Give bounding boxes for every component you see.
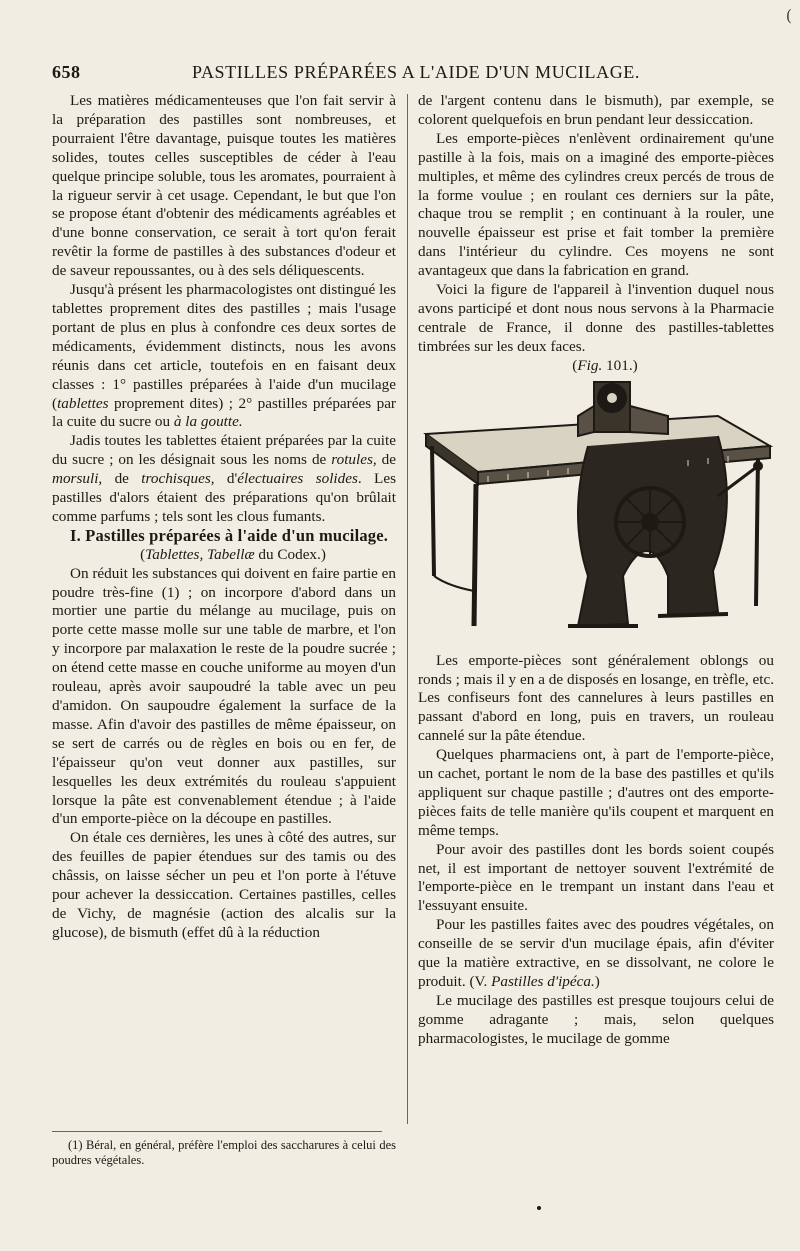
left-column (52, 92, 396, 943)
pastille-machine-illustration (418, 376, 774, 642)
italic-term: morsuli (52, 470, 99, 488)
figure-pastille-machine (418, 376, 774, 642)
column-divider (407, 94, 408, 1124)
paragraph-method: On réduit les substances qui doivent en faire partie en poudre très-fine (1) ; on incorpore d'abord dans un mortier une partie du mélange au mucilage, puis on porte cette masse molle sur une table de marbre, et l'on y incorpore par malaxation le reste de la poudre sucrée ; on étend cette masse en couche uniforme au moyen d'un rouleau, après avoir saupoudré la table avec un peu d'amidon. On saupoudre également la surface de la masse. Afin d'avoir des pastilles de même épaisseur, on se sert de carrés ou de règles en bois ou en fer, de l'épaisseur qu'on veut donner aux pastilles, sur lesquelles les deux extrémités du rouleau s'appuient lorsque la pâte est convenablement étendue ; à l'aide d'un emporte-pièce on la découpe en pastilles. (52, 564, 397, 828)
text-span: Jusqu'à présent les pharmacologistes ont distingué les tablettes proprement dites des pastilles ; mais l'usage portant de plus en plus à confondre ces deux sortes de médicaments, évidemment distincts, nous les avons réunis dans cet article, toutefois en en faisant deux classes : 1° pastilles préparées à l'aide d'un mucilage ( (52, 281, 396, 412)
text-span: , de (372, 451, 397, 469)
paragraph-mucilage: Le mucilage des pastilles est presque toujours celui de gomme adragante ; mais, selon quelques pharmacologistes, le mucilage de gomme (418, 991, 774, 1047)
paragraph-vegetable-powders (418, 916, 774, 992)
text-span: , d' (210, 470, 238, 488)
paragraph-history (52, 432, 396, 527)
section-subtitle (52, 546, 396, 565)
paragraph-punches: Les emporte-pièces n'enlèvent ordinairement qu'une pastille à la fois, mais on a imaginé des emporte-pièces multiples, et même des cylindres creux percés de trous de la forme voulue ; en roulant ces derniers sur la pâte, chaque trou se remplit ; en continuant à la rouler, une nouvelle épaisseur est prise et fait tomber la première dans l'intérieur du cylindre. Ces moyens ne sont avantageux que dans la fabrication en grand. (418, 129, 774, 280)
italic-term: Fig. (577, 356, 603, 374)
footnote-rule (52, 1131, 382, 1132)
paragraph-continuation: de l'argent contenu dans le bismuth), par exemple, se colorent quelquefois en brun pendant leur dessiccation. (418, 92, 774, 128)
italic-term: électuaires solides (237, 470, 358, 488)
paragraph-drying: On étale ces dernières, les unes à côté des autres, sur des feuilles de papier étendues sur des tamis ou des châssis, on laisse sécher un peu et l'on porte à l'étuve pour achever la dessiccation. Certaines pastilles, celles de Vichy, de magnésie (action des alcalis sur la glucose), de bismuth (effet dû à la réduction (52, 829, 396, 941)
italic-term: à la goutte. (173, 413, 243, 431)
paragraph-shapes: Les emporte-pièces sont généralement oblongs ou ronds ; mais il y en a de disposés en losange, en trèfle, etc. Les confiseurs font des cannelures à leurs pastilles en passant d'abord en long, puis en travers, un rouleau cannelé sur la pâte étendue. (418, 651, 774, 745)
page-edge-mark: ( (785, 6, 792, 25)
text-span: ( (572, 356, 578, 374)
italic-term: Tablettes, Tabellæ (145, 545, 255, 563)
section-title: I. Pastilles préparées à l'aide d'un mucilage. (70, 525, 389, 545)
right-column (418, 92, 774, 1049)
text-span: du Codex.) (254, 545, 326, 563)
text-span: Jadis toutes les tablettes étaient préparées par la cuite du sucre ; on les désignait sous les noms de (52, 432, 396, 469)
text-span: proprement dites) ; 2° pastilles préparées par la cuite du sucre ou (52, 394, 396, 431)
page-header (52, 58, 772, 86)
figure-caption (418, 357, 774, 376)
text-span: ) (594, 973, 600, 990)
paragraph-classes (52, 281, 396, 432)
text-span: . Les pastilles d'alors étaient des préparations qu'on brûlait comme parfums ; tels sont les clous fumants. (52, 470, 396, 525)
italic-term: tablettes (57, 394, 109, 412)
text-span: ( (140, 545, 146, 563)
running-title: PASTILLES PRÉPARÉES A L'AIDE D'UN MUCILAGE. (192, 62, 640, 82)
italic-term: rotules (331, 451, 373, 469)
ink-dot (537, 1206, 541, 1210)
paragraph-edges: Pour avoir des pastilles dont les bords soient coupés net, il est important de nettoyer souvent l'extrémité de l'emporte-pièce en le trempant un instant dans l'eau et l'essuyant ensuite. (418, 840, 774, 915)
text-span: , de (98, 470, 142, 488)
paragraph-apparatus: Voici la figure de l'appareil à l'invention duquel nous avons participé et dont nous nous servons à la Pharmacie centrale de France, il donne des pastilles-tablettes timbrées sur les deux faces. (418, 281, 774, 355)
italic-term: trochisques (141, 470, 211, 488)
paragraph-stamps: Quelques pharmaciens ont, à part de l'emporte-pièce, un cachet, portant le nom de la base des pastilles et qu'ils appliquent sur chaque pastille ; d'autres ont des emporte-pièces faits de telle manière qu'ils coupent et marquent en même temps. (418, 746, 774, 839)
paragraph-intro: Les matières médicamenteuses que l'on fait servir à la préparation des pastilles sont nombreuses, et pourraient l'être davantage, puisque toutes les matières solides, toutes celles susceptibles de céder à l'eau quelque principe soluble, tous les aromates, pourraient à la rigueur servir à cet usage. Cependant, le but que l'on se propose étant d'obtenir des médicaments agréables et d'une bonne conservation, ce serait à tort qu'on ferait revêtir la forme de pastilles à des substances d'odeur et de saveur repoussantes, ou à des sels déliquescents. (52, 92, 396, 280)
page-number: 658 (52, 62, 81, 82)
footnote: (1) Béral, en général, préfère l'emploi des saccharures à celui des poudres végétales. (52, 1138, 396, 1167)
text-span: Pour les pastilles faites avec des poudres végétales, on conseille de se servir d'un mucilage épais, afin d'éviter que la matière extractive, en se dissolvant, ne colore le produit. (V. (418, 916, 774, 990)
text-span: 101.) (602, 356, 638, 374)
italic-term: Pastilles d'ipéca. (491, 973, 595, 990)
